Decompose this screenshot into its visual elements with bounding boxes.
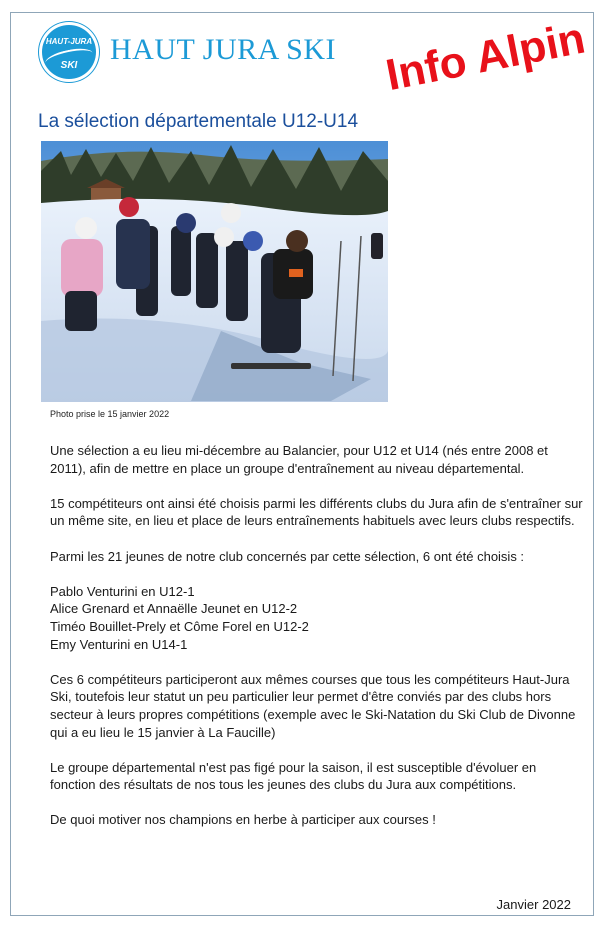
logo-line1: HAUT-JURA	[45, 37, 93, 46]
paragraph: De quoi motiver nos champions en herbe à participer aux courses !	[50, 812, 436, 828]
paragraph: Une sélection a eu lieu mi-décembre au Balancier, pour U12 et U14 (nés entre 2008 et 2011), afin de mettre en place un groupe d'entraînement au niveau départemental.	[50, 443, 548, 476]
brand-name: HAUT JURA SKI	[110, 33, 336, 66]
list-item: Alice Grenard et Annaëlle Jeunet en U12-2	[50, 601, 298, 617]
list-item: Pablo Venturini en U12-1	[50, 583, 195, 599]
team-photo	[41, 141, 388, 402]
info-alpin-stamp: Info Alpin	[382, 13, 589, 101]
paragraph: Le groupe départemental n'est pas figé pour la saison, il est susceptible d'évoluer en fonction des résultats de nos tous les jeunes des clubs du Jura aux compétitions.	[50, 759, 537, 793]
paragraph: Parmi les 21 jeunes de notre club concernés par cette sélection, 6 ont été choisis :	[50, 548, 525, 564]
selected-athletes-list	[50, 583, 585, 653]
club-logo	[39, 22, 99, 82]
paragraph: 15 compétiteurs ont ainsi été choisis parmi les différents clubs du Jura afin de s'entraîner sur un même site, en lieu et place de leurs entraînements habituels avec leurs clubs respectifs.	[50, 495, 583, 529]
article-body	[50, 442, 585, 847]
list-item: Timéo Bouillet-Prely et Côme Forel en U12-2	[50, 618, 309, 634]
photo-caption: Photo prise le 15 janvier 2022	[50, 409, 170, 419]
paragraph: Ces 6 compétiteurs participeront aux mêmes courses que tous les compétiteurs Haut-Jura Ski, toutefois leur statut un peu particulier leur permet d'être conviés par des clubs hors secteur à leurs propres compétitions (exemple avec le Ski-Natation du Ski Club de Divonne qui a eu lieu le 15 janvier à La Faucille)	[50, 671, 576, 740]
list-item: Emy Venturini en U14-1	[50, 636, 188, 652]
article-title: La sélection départementale U12-U14	[38, 111, 359, 132]
logo-line2: SKI	[60, 60, 78, 71]
footer-date: Janvier 2022	[496, 897, 571, 912]
